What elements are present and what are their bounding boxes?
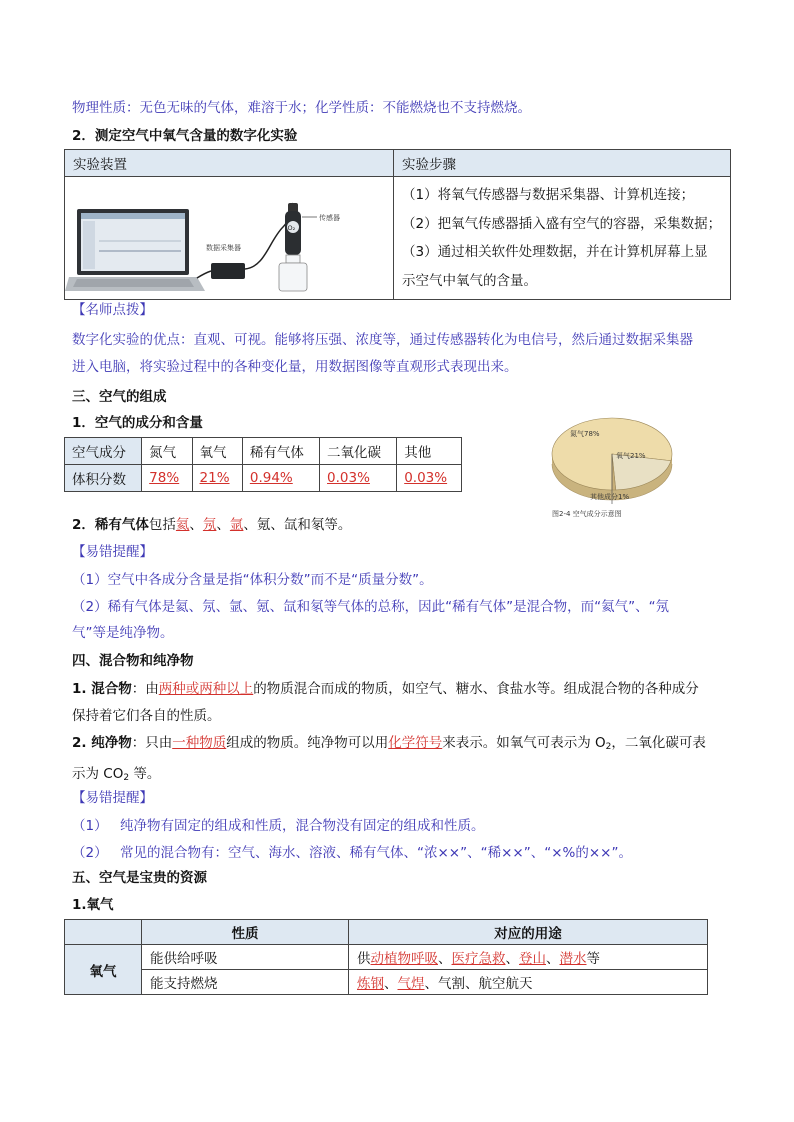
- collector-label: 数据采集器: [206, 244, 241, 252]
- tip-error-2-item-2: [72, 841, 732, 861]
- composition-value-other: [397, 465, 462, 492]
- section-3-1-heading: 1．空气的成分和含量: [72, 415, 203, 431]
- section-5-1-heading: 1.氧气: [72, 897, 114, 913]
- sensor-label: 传感器: [319, 214, 340, 222]
- oxygen-table-corner: [65, 920, 142, 945]
- intro-line: 物理性质：无色无味的气体，难溶于水；化学性质：不能燃烧也不支持燃烧。: [72, 100, 531, 116]
- pure-label: 2. 纯净物: [72, 735, 132, 751]
- value-rare-gas: 0.94%: [249, 470, 293, 486]
- pure-chem-symbol-term: 化学符号: [388, 735, 443, 751]
- rare-gas-neon: 氖: [202, 517, 217, 533]
- composition-header-rare-gas: 稀有气体: [242, 438, 319, 465]
- use-sep: 、: [384, 976, 398, 992]
- rare-gas-heading: 2．稀有气体: [72, 517, 149, 533]
- use-diving: 潜水: [559, 951, 587, 967]
- section-4-heading: 四、混合物和纯净物: [72, 653, 194, 669]
- tip-error-2-text-1: 纯净物有固定的组成和性质，混合物没有固定的组成和性质。: [120, 818, 485, 834]
- experiment-table-header-apparatus: 实验装置: [65, 150, 394, 177]
- oxygen-property-breathing: 能供给呼吸: [142, 945, 349, 970]
- tip-error-1-line-1: （1）空气中各成分含量是指“体积分数”而不是“质量分数”。: [72, 572, 433, 588]
- experiment-step-1: （1）将氧气传感器与数据采集器、计算机连接；: [402, 187, 695, 203]
- rare-gas-argon: 氩: [229, 517, 244, 533]
- pure-key-term: 一种物质: [172, 735, 227, 751]
- oxygen-table-header-use: 对应的用途: [349, 920, 708, 945]
- oxygen-table-row-label: 氧气: [65, 945, 142, 995]
- tip-teacher-line-2: 进入电脑，将实验过程中的各种变化量，用数据图像等直观形式表现出来。: [72, 359, 518, 375]
- pure-colon: ：只由: [131, 735, 173, 751]
- use-steelmaking: 炼钢: [357, 976, 384, 992]
- use-gas-welding: 气焊: [397, 976, 425, 992]
- section-5-heading: 五、空气是宝贵的资源: [72, 870, 207, 886]
- tip-error-2-item-1: [72, 814, 732, 834]
- composition-header-co2: 二氧化碳: [320, 438, 397, 465]
- oxygen-table-header-property: 性质: [142, 920, 349, 945]
- tip-label-error-2: 【易错提醒】: [72, 790, 153, 806]
- apparatus-figure: [65, 181, 385, 295]
- experiment-table-header-steps: 实验步骤: [394, 150, 731, 177]
- experiment-step-2: （2）把氧气传感器插入盛有空气的容器，采集数据；: [402, 215, 722, 232]
- rare-gas-sep: 、: [189, 517, 203, 533]
- composition-header-nitrogen: 氮气: [142, 438, 192, 465]
- oxygen-use-combustion: [349, 970, 708, 995]
- pure-line-2a: 示为 CO: [72, 766, 124, 782]
- pure-mid-3: ，二氧化碳可表: [611, 735, 706, 751]
- mixture-key-term: 两种或两种以上: [158, 681, 254, 697]
- mixture-definition: [72, 676, 732, 730]
- rare-gas-line: [72, 513, 732, 533]
- use-rest: 、气割、航空航天: [424, 976, 533, 992]
- tip-error-2-num-1: （1）: [72, 818, 108, 834]
- experiment-step-3-cont: 示空气中氧气的含量。: [402, 272, 537, 289]
- use-sep: 、: [546, 951, 560, 967]
- composition-value-co2: [320, 465, 397, 492]
- air-composition-pie-figure: [542, 410, 682, 520]
- pie-label-other: 其他成分1%: [590, 493, 630, 501]
- tip-teacher-line-1: 数字化实验的优点：直观、可视。能够将压强、浓度等，通过传感器转化为电信号，然后通过数据采集器: [72, 332, 693, 348]
- tip-error-1-line-3: 气”等是纯净物。: [72, 625, 174, 641]
- pure-mid-2: 来表示。如氧气可表示为 O: [442, 735, 606, 751]
- pure-mid-1: 组成的物质。纯净物可以用: [226, 735, 389, 751]
- composition-value-oxygen: [192, 465, 242, 492]
- section-3-heading: 三、空气的组成: [72, 389, 167, 405]
- experiment-table: [64, 149, 731, 300]
- composition-header-label: 空气成分: [65, 438, 142, 465]
- experiment-step-3: （3）通过相关软件处理数据，并在计算机屏幕上显: [402, 244, 708, 260]
- oxygen-property-combustion: 能支持燃烧: [142, 970, 349, 995]
- tip-error-1-text: [72, 567, 732, 647]
- composition-value-rare-gas: [242, 465, 319, 492]
- rare-gas-sep: 、: [216, 517, 230, 533]
- composition-row-label: 体积分数: [65, 465, 142, 492]
- experiment-steps-cell: [394, 177, 731, 300]
- tip-teacher-text: [72, 327, 732, 381]
- rare-gas-helium: 氦: [175, 517, 190, 533]
- tip-error-2-num-2: （2）: [72, 845, 108, 861]
- rare-gas-rest: 、氪、氙和氡等。: [243, 517, 352, 533]
- composition-table: [64, 437, 462, 492]
- mixture-line-2: 保持着它们各自的性质。: [72, 708, 221, 724]
- use-respiration: 动植物呼吸: [370, 951, 438, 967]
- pure-line-2b: 等。: [129, 766, 161, 782]
- pure-subscript-2: 2: [123, 773, 130, 783]
- composition-header-other: 其他: [397, 438, 462, 465]
- section-2-heading: 2．测定空气中氧气含量的数字化实验: [72, 128, 298, 144]
- use-sep: 、: [438, 951, 452, 967]
- value-oxygen: 21%: [199, 470, 230, 486]
- tip-error-1-line-2: （2）稀有气体是氦、氖、氩、氪、氙和氡等气体的总称，因此“稀有气体”是混合物，而“氦气”、“氖: [72, 598, 670, 615]
- composition-header-oxygen: 氧气: [192, 438, 242, 465]
- pure-subscript-1: 2: [605, 742, 612, 752]
- value-nitrogen: 78%: [149, 470, 180, 486]
- tip-label-teacher: 【名师点拨】: [72, 302, 153, 318]
- mixture-label: 1. 混合物: [72, 681, 132, 697]
- use-post: 等: [586, 951, 600, 967]
- tip-label-error-1: 【易错提醒】: [72, 544, 153, 560]
- sensor-o2-label: O₂: [287, 224, 296, 232]
- value-other: 0.03%: [404, 470, 448, 486]
- tip-error-2-text-2: 常见的混合物有：空气、海水、溶液、稀有气体、“浓××”、“稀××”、“×%的××”。: [120, 845, 632, 861]
- pie-label-oxygen: 氧气21%: [616, 452, 646, 460]
- mixture-rest: 的物质混合而成的物质，如空气、糖水、食盐水等。组成混合物的各种成分: [253, 681, 699, 697]
- apparatus-figure-cell: [65, 177, 394, 300]
- oxygen-uses-table: [64, 919, 708, 995]
- use-pre: 供: [357, 951, 371, 967]
- use-first-aid: 医疗急救: [451, 951, 506, 967]
- composition-value-nitrogen: [142, 465, 192, 492]
- value-co2: 0.03%: [327, 470, 370, 486]
- mixture-colon: ：由: [131, 681, 159, 697]
- use-mountaineering: 登山: [519, 951, 546, 967]
- pie-label-nitrogen: 氮气78%: [570, 430, 600, 438]
- pie-caption: 图2-4 空气成分示意图: [552, 510, 622, 518]
- pure-substance-definition: [72, 730, 732, 792]
- use-sep: 、: [505, 951, 519, 967]
- rare-gas-text: 包括: [148, 517, 176, 533]
- oxygen-use-breathing: [349, 945, 708, 970]
